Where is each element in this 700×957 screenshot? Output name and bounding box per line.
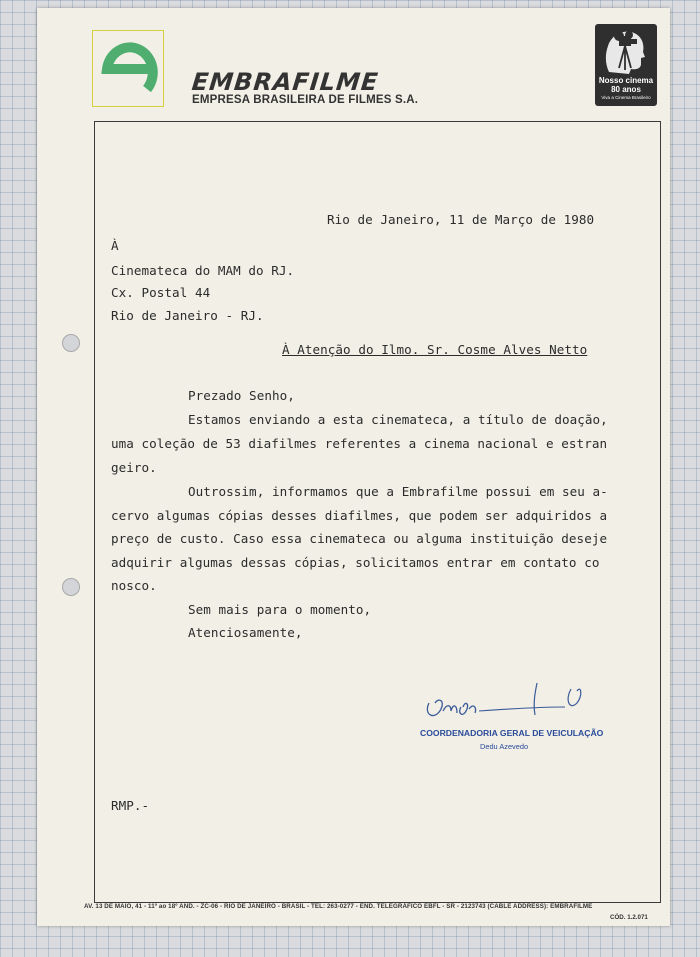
badge-line-2: 80 anos bbox=[611, 85, 641, 94]
handwritten-signature bbox=[417, 663, 607, 733]
footer-address: AV. 13 DE MAIO, 41 - 11º ao 18º AND. - ZC-06 - RIO DE JANEIRO - BRASIL - TEL: 263-0277 - END. TELEGRÁFICO EBFL - SR - 2123743 (CABLE ADDRESS): EMBRAFILME bbox=[84, 903, 593, 910]
embrafilme-logo bbox=[92, 30, 164, 107]
form-code: CÓD. 1.2.071 bbox=[610, 914, 648, 921]
punch-hole-bottom bbox=[62, 578, 80, 596]
logo-e-icon bbox=[93, 31, 163, 106]
anniversary-badge bbox=[595, 24, 657, 106]
closing-line-2: Atenciosamente, bbox=[188, 625, 303, 640]
punch-hole-top bbox=[62, 334, 80, 352]
body-line-7: adquirir algumas dessas cópias, solicitamos entrar em contato co bbox=[111, 555, 600, 570]
brand-subtitle: EMPRESA BRASILEIRA DE FILMES S.A. bbox=[192, 94, 419, 106]
body-line-8: nosco. bbox=[111, 578, 157, 593]
typist-initials: RMP.- bbox=[111, 798, 150, 813]
body-line-4: Outrossim, informamos que a Embrafilme possui em seu a- bbox=[188, 484, 608, 499]
badge-line-1: Nosso cinema bbox=[598, 76, 654, 85]
badge-line-3: Viva a Cinema Brasileiro bbox=[601, 95, 651, 100]
body-line-6: preço de custo. Caso essa cinemateca ou alguma instituição deseje bbox=[111, 531, 608, 546]
body-line-1: Estamos enviando a esta cinemateca, a título de doação, bbox=[188, 412, 608, 427]
letter-sheet bbox=[37, 8, 670, 926]
body-line-5: cervo algumas cópias desses diafilmes, que podem ser adquiridos a bbox=[111, 508, 608, 523]
letterhead-brand bbox=[192, 68, 418, 106]
signatory-name: Dedu Azevedo bbox=[480, 742, 529, 751]
body-line-3: geiro. bbox=[111, 460, 157, 475]
signature-stamp bbox=[420, 728, 603, 751]
closing-line-1: Sem mais para o momento, bbox=[188, 602, 372, 617]
camera-profile-icon bbox=[595, 24, 657, 76]
salutation: Prezado Senho, bbox=[188, 388, 295, 403]
date-line: Rio de Janeiro, 11 de Março de 1980 bbox=[327, 212, 595, 227]
signatory-role: COORDENADORIA GERAL DE VEICULAÇÃO bbox=[420, 728, 604, 738]
recipient-line-1: À bbox=[111, 238, 119, 253]
recipient-line-2: Cinemateca do MAM do RJ. bbox=[111, 263, 295, 278]
body-line-2: uma coleção de 53 diafilmes referentes a cinema nacional e estran bbox=[111, 436, 608, 451]
recipient-line-4: Rio de Janeiro - RJ. bbox=[111, 308, 264, 323]
attention-line: À Atenção do Ilmo. Sr. Cosme Alves Netto bbox=[282, 342, 588, 357]
recipient-line-3: Cx. Postal 44 bbox=[111, 285, 211, 300]
brand-name: EMBRAFILME bbox=[190, 68, 381, 96]
